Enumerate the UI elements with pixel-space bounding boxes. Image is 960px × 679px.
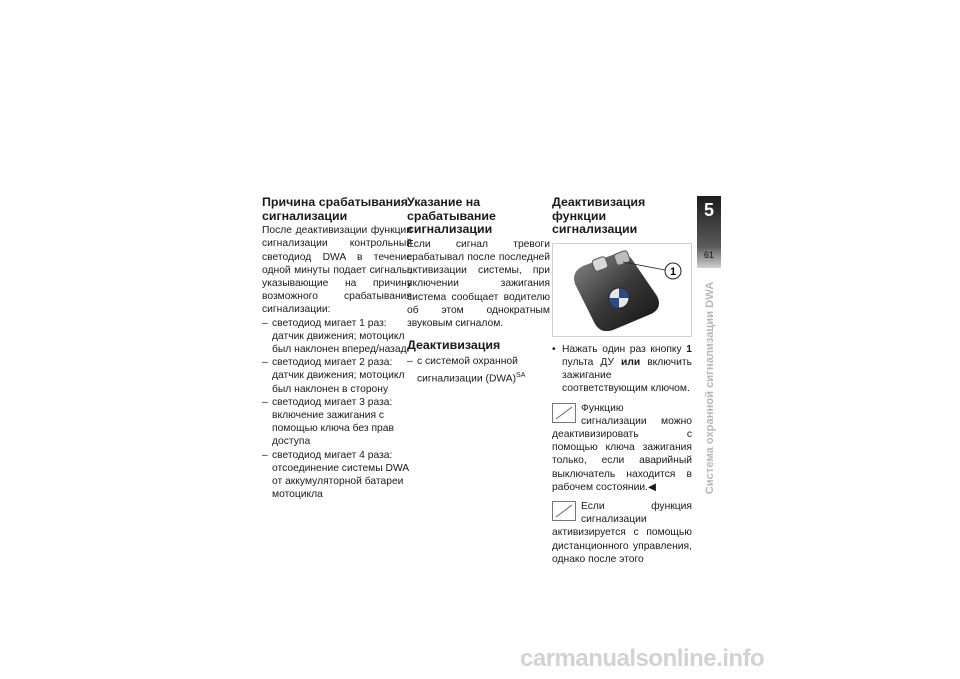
chapter-number: 5 bbox=[703, 200, 714, 220]
deactivate-heading: Деактивизация функции сигнализации bbox=[552, 195, 646, 237]
remote-key-illustration bbox=[553, 244, 691, 336]
page-number: 61 bbox=[703, 250, 714, 260]
list-item: – светодиод мигает 2 раза: датчик движения; мотоцикл был наклонен в сторону bbox=[262, 356, 412, 396]
deactivation-heading: Деактивизация bbox=[407, 338, 501, 353]
note-1: Функцию сигнализации можно деактивизировать с помощью ключа зажигания только, если аварийный выключатель находится в рабочем состоянии.◀ bbox=[552, 402, 692, 493]
figure-callout: 1 bbox=[669, 265, 677, 278]
column-cause bbox=[262, 196, 412, 501]
list-item: – с системой охранной сигнализации (DWA)$^{SA}$ bbox=[407, 355, 550, 385]
cause-list bbox=[262, 317, 412, 502]
indication-heading: Указание на срабатывание сигнализации bbox=[407, 195, 496, 237]
list-item: – светодиод мигает 3 раза: включение зажигания с помощью ключа без прав доступа bbox=[262, 396, 412, 449]
note-2: Если функция сигнализации активизируется с помощью дистанционного управления, однако после этого bbox=[552, 501, 692, 565]
note-icon bbox=[552, 403, 576, 423]
column-indication bbox=[407, 196, 550, 385]
note-icon bbox=[552, 501, 576, 521]
press-button-instruction: • Нажать один раз кнопку 1 пульта ДУ или включить зажигание соответствующим ключом. bbox=[552, 343, 692, 396]
chapter-title-vertical bbox=[698, 270, 722, 506]
end-marker: ◀ bbox=[647, 481, 656, 493]
chapter-title: Система охранной сигнализации DWA bbox=[704, 281, 716, 495]
remote-key-figure bbox=[552, 243, 692, 337]
list-item: – светодиод мигает 1 раз: датчик движения; мотоцикл был наклонен вперед/назад bbox=[262, 317, 412, 357]
column-deactivate-function bbox=[552, 196, 692, 566]
chapter-tab bbox=[697, 196, 721, 268]
sa-marker: SA bbox=[516, 371, 526, 379]
list-item: – светодиод мигает 4 раза: отсоединение системы DWA от аккумуляторной батареи мотоцикла bbox=[262, 449, 412, 502]
watermark: carmanualsonline.info bbox=[520, 645, 765, 672]
cause-heading: Причина срабатывания сигнализации bbox=[262, 195, 408, 223]
indication-text: Если сигнал тревоги срабатывал после последней активизации системы, при включении зажигания система сообщает водителю об этом однократным звуковым сигналом. bbox=[407, 238, 550, 329]
deactivation-list bbox=[407, 355, 550, 385]
cause-intro: После деактивизации функции сигнализации контрольный светодиод DWA в течение одной минуты подает сигналы, указывающие на причину возможного срабатывания сигнализации: bbox=[262, 225, 412, 316]
